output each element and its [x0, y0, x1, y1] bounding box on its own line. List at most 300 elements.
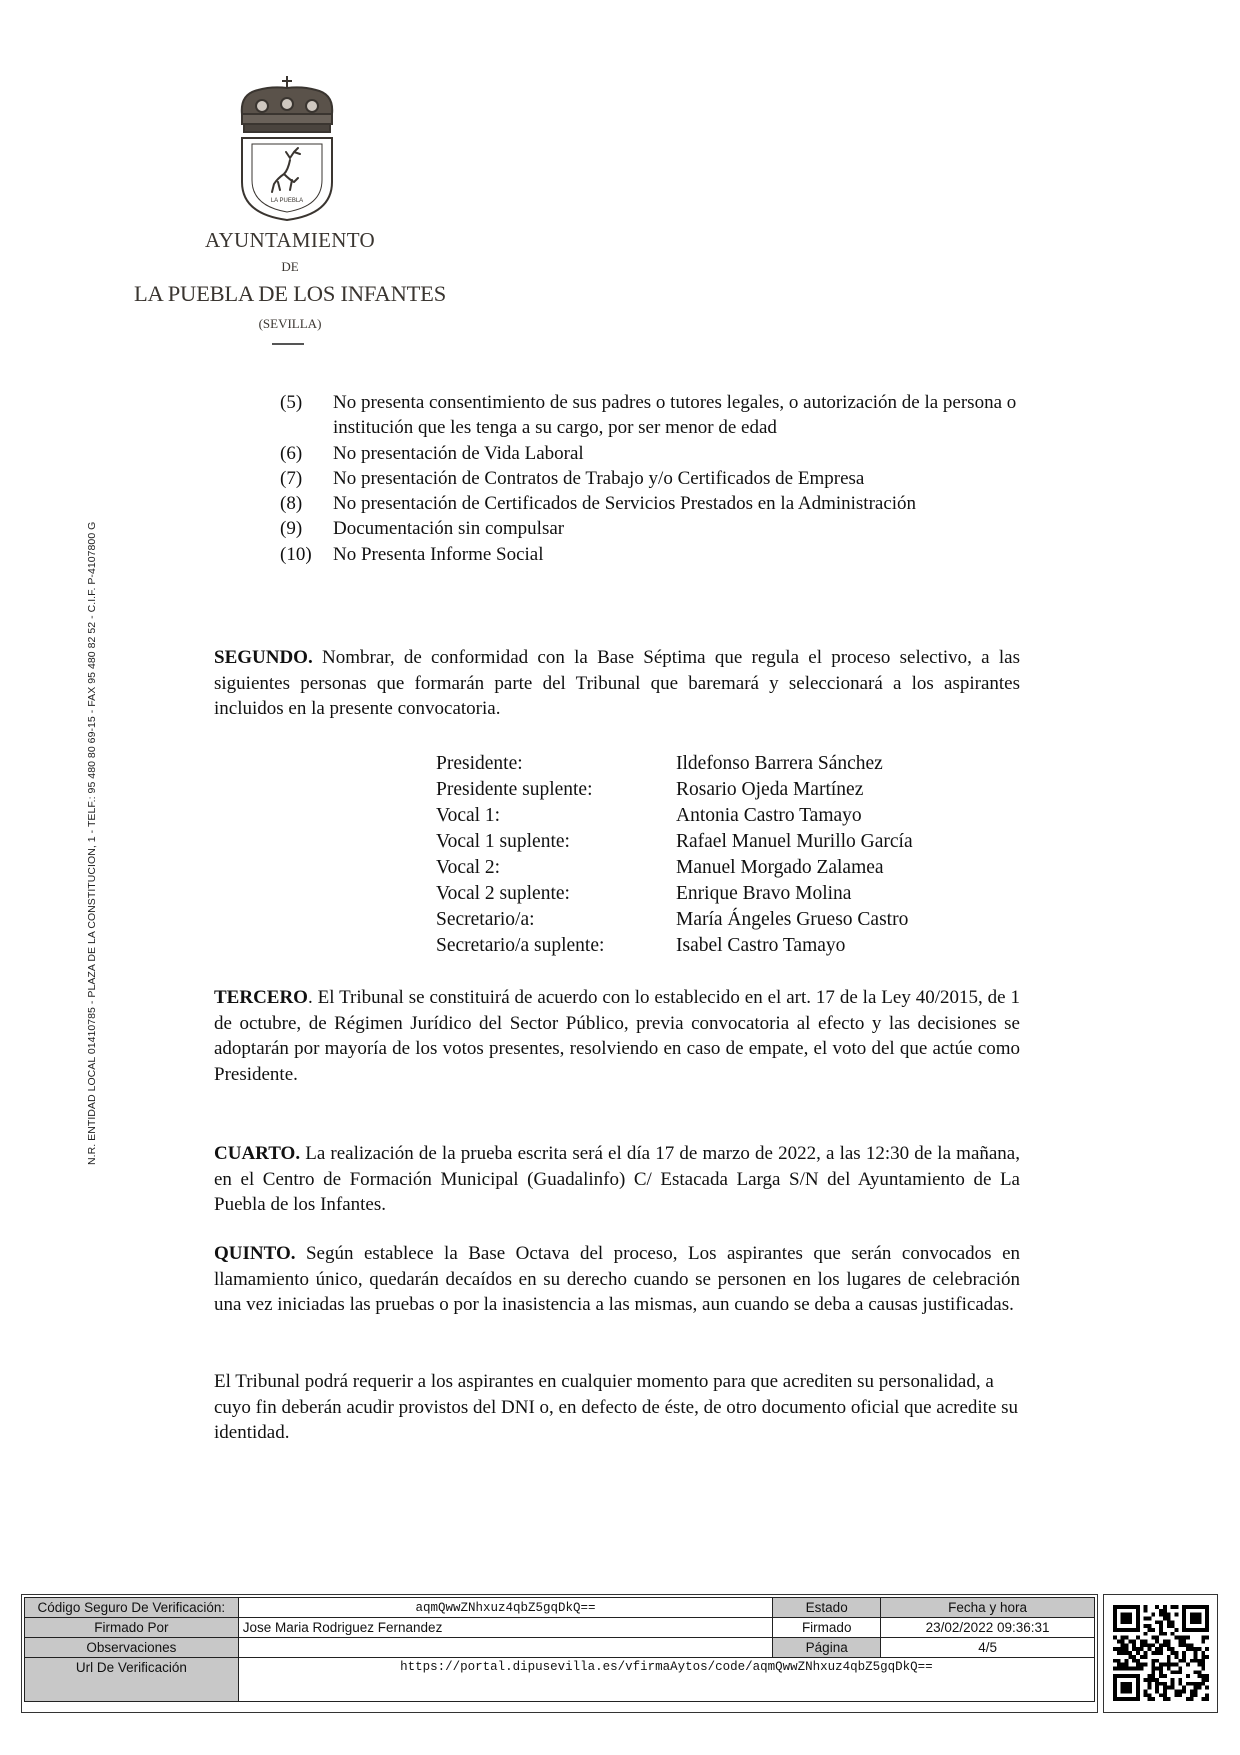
qr-module: [1121, 1620, 1125, 1624]
list-item-number: (10): [280, 543, 312, 565]
qr-module: [1174, 1689, 1178, 1693]
pagina-value: 4/5: [881, 1638, 1095, 1658]
qr-module: [1163, 1640, 1167, 1644]
qr-module: [1136, 1617, 1140, 1621]
qr-module: [1128, 1682, 1132, 1686]
qr-module: [1186, 1643, 1190, 1647]
qr-module: [1190, 1647, 1194, 1651]
qr-module: [1132, 1628, 1136, 1632]
qr-module: [1117, 1647, 1121, 1651]
qr-module: [1125, 1666, 1129, 1670]
qr-module: [1113, 1693, 1117, 1697]
qr-module: [1151, 1670, 1155, 1674]
qr-module: [1132, 1605, 1136, 1609]
qr-module: [1167, 1663, 1171, 1667]
tribunal-role: Presidente:: [436, 753, 523, 774]
qr-module: [1201, 1666, 1205, 1670]
qr-module: [1113, 1647, 1117, 1651]
qr-module: [1113, 1682, 1117, 1686]
tribunal-role: Vocal 2 suplente:: [436, 883, 570, 904]
list-item-number: (8): [280, 493, 303, 515]
qr-module: [1167, 1666, 1171, 1670]
qr-module: [1205, 1613, 1209, 1617]
qr-module: [1163, 1686, 1167, 1690]
qr-module: [1186, 1697, 1190, 1701]
tribunal-role: Vocal 2:: [436, 857, 501, 878]
qr-module: [1136, 1663, 1140, 1667]
qr-module: [1174, 1605, 1178, 1609]
verification-url-link[interactable]: https://portal.dipusevilla.es/vfirmaAytos/code/aqmQwwZNhxuz4qbZ5gqDkQ==: [238, 1658, 1094, 1702]
qr-module: [1151, 1666, 1155, 1670]
table-row: [436, 881, 913, 907]
qr-module: [1194, 1670, 1198, 1674]
qr-module: [1159, 1628, 1163, 1632]
qr-module: [1186, 1628, 1190, 1632]
qr-module: [1113, 1678, 1117, 1682]
qr-module: [1201, 1659, 1205, 1663]
qr-module: [1117, 1674, 1121, 1678]
qr-module: [1136, 1636, 1140, 1640]
tribunal-member-name: Manuel Morgado Zalamea: [676, 857, 884, 878]
qr-module: [1140, 1655, 1144, 1659]
qr-module: [1171, 1663, 1175, 1667]
list-item-text: No Presenta Informe Social: [333, 543, 544, 565]
observaciones-value: [238, 1638, 773, 1658]
qr-module: [1121, 1636, 1125, 1640]
qr-module: [1182, 1636, 1186, 1640]
qr-module: [1155, 1678, 1159, 1682]
qr-module: [1197, 1674, 1201, 1678]
qr-module: [1148, 1686, 1152, 1690]
qr-module: [1128, 1640, 1132, 1644]
qr-module: [1151, 1651, 1155, 1655]
qr-module: [1132, 1674, 1136, 1678]
qr-module: [1201, 1605, 1205, 1609]
qr-module: [1197, 1670, 1201, 1674]
qr-module: [1144, 1663, 1148, 1667]
qr-module: [1182, 1617, 1186, 1621]
qr-module: [1171, 1682, 1175, 1686]
qr-module: [1113, 1659, 1117, 1663]
qr-module: [1136, 1605, 1140, 1609]
qr-module: [1163, 1613, 1167, 1617]
qr-module: [1125, 1689, 1129, 1693]
qr-module: [1205, 1624, 1209, 1628]
qr-module: [1117, 1640, 1121, 1644]
qr-module: [1155, 1651, 1159, 1655]
qr-module: [1125, 1605, 1129, 1609]
qr-module: [1190, 1659, 1194, 1663]
qr-module: [1128, 1697, 1132, 1701]
qr-module: [1159, 1674, 1163, 1678]
qr-module: [1163, 1697, 1167, 1701]
qr-module: [1182, 1655, 1186, 1659]
qr-module: [1136, 1620, 1140, 1624]
qr-module: [1117, 1605, 1121, 1609]
qr-module: [1182, 1659, 1186, 1663]
tribunal-member-name: Rafael Manuel Murillo García: [676, 831, 913, 852]
qr-module: [1140, 1666, 1144, 1670]
qr-module: [1125, 1651, 1129, 1655]
qr-module: [1163, 1643, 1167, 1647]
qr-module: [1128, 1628, 1132, 1632]
qr-module: [1205, 1636, 1209, 1640]
qr-module: [1155, 1659, 1159, 1663]
qr-module: [1125, 1674, 1129, 1678]
qr-module: [1197, 1682, 1201, 1686]
tribunal-member-name: Rosario Ojeda Martínez: [676, 779, 864, 800]
qr-module: [1167, 1697, 1171, 1701]
qr-module: [1163, 1682, 1167, 1686]
qr-module: [1144, 1624, 1148, 1628]
qr-module: [1159, 1663, 1163, 1667]
qr-module: [1171, 1624, 1175, 1628]
heading-cuarto: CUARTO.: [214, 1143, 301, 1164]
qr-module: [1140, 1643, 1144, 1647]
table-row: [25, 1618, 1095, 1638]
qr-module: [1205, 1655, 1209, 1659]
qr-module: [1159, 1620, 1163, 1624]
qr-module: [1159, 1651, 1163, 1655]
qr-module: [1136, 1651, 1140, 1655]
list-item-number: (6): [280, 442, 303, 464]
qr-module: [1128, 1613, 1132, 1617]
qr-module: [1171, 1670, 1175, 1674]
qr-module: [1113, 1674, 1117, 1678]
qr-module: [1190, 1620, 1194, 1624]
qr-module: [1148, 1697, 1152, 1701]
qr-module: [1125, 1682, 1129, 1686]
qr-module: [1201, 1628, 1205, 1632]
table-row: [436, 751, 913, 777]
qr-module: [1178, 1643, 1182, 1647]
list-item-text: No presentación de Vida Laboral: [333, 442, 584, 464]
heading-segundo: SEGUNDO.: [214, 647, 313, 668]
list-item-number: (5): [280, 392, 303, 413]
qr-module: [1159, 1670, 1163, 1674]
qr-module: [1201, 1636, 1205, 1640]
letterhead-town: LA PUEBLA DE LOS INFANTES: [133, 281, 447, 306]
list-item-text: Documentación sin compulsar: [333, 518, 565, 540]
paragraph-tercero: [214, 985, 1020, 1087]
qr-module: [1113, 1686, 1117, 1690]
qr-module: [1148, 1647, 1152, 1651]
qr-module: [1186, 1663, 1190, 1667]
qr-module: [1205, 1617, 1209, 1621]
qr-module: [1194, 1686, 1198, 1690]
coat-of-arms-icon: [228, 74, 346, 224]
tribunal-member-name: María Ángeles Grueso Castro: [676, 909, 909, 930]
qr-module: [1140, 1640, 1144, 1644]
qr-module: [1201, 1678, 1205, 1682]
qr-module: [1174, 1628, 1178, 1632]
qr-module: [1128, 1686, 1132, 1690]
qr-module: [1113, 1624, 1117, 1628]
list-item: [280, 466, 1020, 491]
qr-module: [1117, 1666, 1121, 1670]
qr-module: [1113, 1697, 1117, 1701]
exclusion-reasons-list: [280, 390, 1020, 567]
qr-module: [1113, 1620, 1117, 1624]
qr-module: [1155, 1682, 1159, 1686]
qr-module: [1144, 1693, 1148, 1697]
qr-module: [1136, 1666, 1140, 1670]
qr-module: [1136, 1628, 1140, 1632]
qr-module: [1144, 1609, 1148, 1613]
qr-module: [1190, 1697, 1194, 1701]
estado-value: Firmado: [773, 1618, 881, 1638]
qr-module: [1121, 1613, 1125, 1617]
qr-module: [1194, 1693, 1198, 1697]
qr-module: [1197, 1663, 1201, 1667]
qr-module: [1113, 1689, 1117, 1693]
qr-module: [1159, 1682, 1163, 1686]
qr-module: [1194, 1605, 1198, 1609]
list-item: [280, 516, 1020, 541]
qr-module: [1151, 1613, 1155, 1617]
qr-module: [1155, 1636, 1159, 1640]
qr-module: [1182, 1620, 1186, 1624]
tribunal-role: Vocal 1 suplente:: [436, 831, 570, 852]
qr-module: [1144, 1617, 1148, 1621]
qr-module: [1201, 1651, 1205, 1655]
qr-module: [1167, 1643, 1171, 1647]
observaciones-label: Observaciones: [25, 1638, 239, 1658]
qr-module: [1197, 1628, 1201, 1632]
table-row: [436, 777, 913, 803]
list-item: [280, 491, 1020, 516]
qr-module: [1194, 1620, 1198, 1624]
qr-module: [1197, 1686, 1201, 1690]
qr-module: [1113, 1636, 1117, 1640]
list-item-text: No presenta consentimiento de sus padres o tutores legales, o autorización de la persona o institución que les tenga a su cargo, por ser menor de edad: [333, 392, 1017, 439]
qr-module: [1121, 1663, 1125, 1667]
qr-module: [1121, 1666, 1125, 1670]
qr-module: [1171, 1620, 1175, 1624]
csv-label: Código Seguro De Verificación:: [25, 1598, 239, 1618]
qr-module: [1136, 1678, 1140, 1682]
qr-module: [1148, 1678, 1152, 1682]
qr-module: [1163, 1689, 1167, 1693]
qr-module: [1117, 1663, 1121, 1667]
qr-module: [1182, 1689, 1186, 1693]
qr-module: [1121, 1674, 1125, 1678]
qr-module: [1163, 1632, 1167, 1636]
qr-module: [1128, 1689, 1132, 1693]
qr-module: [1159, 1613, 1163, 1617]
qr-module: [1132, 1659, 1136, 1663]
qr-module: [1205, 1697, 1209, 1701]
tribunal-members-table: [436, 751, 913, 959]
tribunal-role: Vocal 1:: [436, 805, 501, 826]
csv-value: aqmQwwZNhxuz4qbZ5gqDkQ==: [238, 1598, 773, 1618]
qr-module: [1205, 1693, 1209, 1697]
fecha-value: 23/02/2022 09:36:31: [881, 1618, 1095, 1638]
qr-module: [1121, 1617, 1125, 1621]
qr-module: [1113, 1605, 1117, 1609]
qr-module: [1167, 1613, 1171, 1617]
qr-module: [1194, 1651, 1198, 1655]
qr-module: [1186, 1682, 1190, 1686]
qr-module: [1136, 1686, 1140, 1690]
qr-module: [1159, 1647, 1163, 1651]
qr-module: [1174, 1663, 1178, 1667]
qr-module: [1117, 1651, 1121, 1655]
qr-module: [1125, 1617, 1129, 1621]
qr-module: [1182, 1651, 1186, 1655]
qr-module: [1201, 1663, 1205, 1667]
fecha-label: Fecha y hora: [881, 1598, 1095, 1618]
qr-module: [1151, 1697, 1155, 1701]
tribunal-member-name: Enrique Bravo Molina: [676, 883, 852, 904]
qr-module: [1205, 1678, 1209, 1682]
qr-module: [1201, 1640, 1205, 1644]
qr-module: [1197, 1613, 1201, 1617]
qr-module: [1163, 1617, 1167, 1621]
qr-module: [1125, 1613, 1129, 1617]
tribunal-member-name: Isabel Castro Tamayo: [676, 935, 846, 956]
verification-table: [24, 1597, 1095, 1702]
qr-module: [1125, 1659, 1129, 1663]
table-row: [436, 933, 913, 959]
list-item: [280, 441, 1020, 466]
qr-module: [1128, 1666, 1132, 1670]
paragraph-quinto: [214, 1241, 1020, 1318]
qr-module: [1140, 1647, 1144, 1651]
side-address-text: N.R. ENTIDAD LOCAL 01410785 - PLAZA DE LA CONSTITUCION, 1 - TELF.: 95 480 80 69-15 - FAX 95 480 82 52 - C.I.F. P-4107800 G: [86, 521, 98, 1165]
qr-module: [1151, 1659, 1155, 1663]
qr-module: [1125, 1636, 1129, 1640]
qr-module: [1155, 1620, 1159, 1624]
qr-module: [1205, 1647, 1209, 1651]
qr-module: [1194, 1682, 1198, 1686]
qr-module: [1140, 1663, 1144, 1667]
qr-module: [1121, 1647, 1125, 1651]
qr-module: [1194, 1689, 1198, 1693]
qr-module: [1155, 1605, 1159, 1609]
qr-module: [1128, 1620, 1132, 1624]
qr-module: [1201, 1682, 1205, 1686]
qr-module: [1136, 1682, 1140, 1686]
qr-module: [1136, 1609, 1140, 1613]
qr-module: [1190, 1605, 1194, 1609]
qr-module: [1205, 1620, 1209, 1624]
qr-module: [1155, 1640, 1159, 1644]
qr-module: [1182, 1643, 1186, 1647]
qr-module: [1159, 1666, 1163, 1670]
qr-module: [1205, 1609, 1209, 1613]
qr-module: [1136, 1659, 1140, 1663]
qr-module: [1167, 1659, 1171, 1663]
qr-module: [1190, 1613, 1194, 1617]
heading-tercero: TERCERO: [214, 987, 308, 1008]
qr-module: [1205, 1674, 1209, 1678]
qr-module: [1121, 1643, 1125, 1647]
qr-module: [1125, 1643, 1129, 1647]
qr-module: [1136, 1613, 1140, 1617]
qr-module: [1182, 1613, 1186, 1617]
qr-module: [1151, 1678, 1155, 1682]
qr-module: [1194, 1647, 1198, 1651]
qr-module: [1167, 1620, 1171, 1624]
qr-module: [1190, 1682, 1194, 1686]
qr-module: [1121, 1640, 1125, 1644]
qr-module: [1125, 1628, 1129, 1632]
qr-module: [1159, 1632, 1163, 1636]
qr-module: [1155, 1689, 1159, 1693]
qr-module: [1194, 1655, 1198, 1659]
url-label: Url De Verificación: [25, 1658, 239, 1702]
heading-quinto: QUINTO.: [214, 1243, 296, 1264]
qr-module: [1144, 1640, 1148, 1644]
tribunal-member-name: Ildefonso Barrera Sánchez: [676, 753, 883, 774]
qr-module: [1171, 1647, 1175, 1651]
qr-module: [1144, 1632, 1148, 1636]
qr-module: [1144, 1651, 1148, 1655]
qr-module: [1125, 1697, 1129, 1701]
qr-module: [1201, 1674, 1205, 1678]
table-row: [436, 803, 913, 829]
qr-module: [1167, 1617, 1171, 1621]
qr-module: [1136, 1693, 1140, 1697]
qr-module: [1182, 1609, 1186, 1613]
qr-module: [1136, 1647, 1140, 1651]
qr-module: [1174, 1651, 1178, 1655]
paragraph-cuarto-text: La realización de la prueba escrita será el día 17 de marzo de 2022, a las 12:30 de la mañana, en el Centro de Formación Municipal (Guadalinfo) C/ Estacada Larga S/N del Ayuntamiento de La Puebla de los Infantes.: [214, 1143, 1020, 1216]
qr-module: [1144, 1689, 1148, 1693]
qr-module: [1159, 1693, 1163, 1697]
qr-module: [1132, 1640, 1136, 1644]
qr-module: [1125, 1686, 1129, 1690]
qr-module: [1113, 1613, 1117, 1617]
qr-module: [1148, 1682, 1152, 1686]
qr-module: [1201, 1655, 1205, 1659]
qr-module: [1205, 1628, 1209, 1632]
qr-module: [1136, 1689, 1140, 1693]
qr-module: [1155, 1666, 1159, 1670]
qr-module: [1197, 1647, 1201, 1651]
qr-module: [1113, 1666, 1117, 1670]
qr-module: [1148, 1624, 1152, 1628]
qr-module: [1125, 1620, 1129, 1624]
table-row: [25, 1638, 1095, 1658]
list-item: [280, 390, 1020, 441]
qr-module: [1121, 1697, 1125, 1701]
qr-module: [1194, 1659, 1198, 1663]
qr-module: [1151, 1636, 1155, 1640]
qr-module: [1163, 1693, 1167, 1697]
qr-module: [1178, 1659, 1182, 1663]
qr-module: [1171, 1605, 1175, 1609]
qr-module: [1182, 1628, 1186, 1632]
qr-module: [1144, 1678, 1148, 1682]
qr-module: [1186, 1647, 1190, 1651]
qr-module: [1194, 1613, 1198, 1617]
qr-module: [1132, 1697, 1136, 1701]
svg-text:LA PUEBLA: LA PUEBLA: [270, 198, 304, 204]
qr-module: [1136, 1697, 1140, 1701]
qr-module: [1148, 1643, 1152, 1647]
letterhead-de: DE: [281, 259, 299, 274]
qr-module: [1125, 1647, 1129, 1651]
qr-module: [1182, 1605, 1186, 1609]
qr-module: [1128, 1655, 1132, 1659]
qr-module: [1148, 1693, 1152, 1697]
qr-module: [1144, 1643, 1148, 1647]
paragraph-cuarto: [214, 1141, 1020, 1218]
qr-module: [1163, 1605, 1167, 1609]
qr-module: [1201, 1697, 1205, 1701]
